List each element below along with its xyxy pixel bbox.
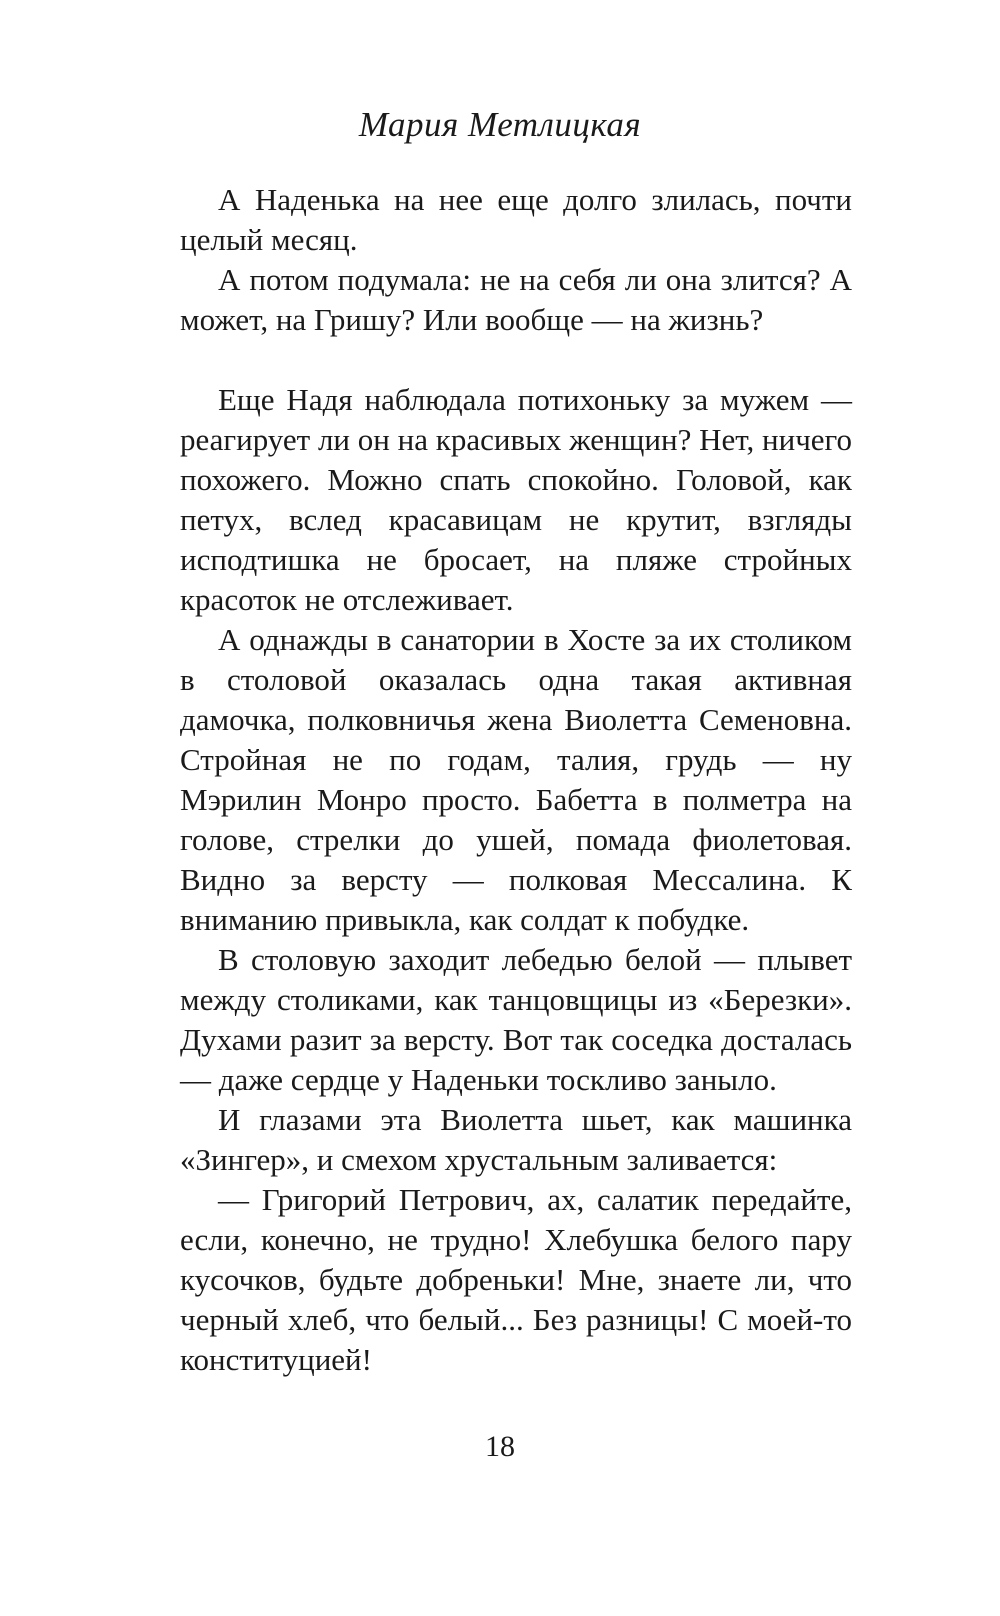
body-text xyxy=(180,180,852,1380)
paragraph: Еще Надя наблюдала потихоньку за мужем — реагирует ли он на красивых женщин? Нет, ничего похожего. Можно спать спокойно. Головой, как петух, вслед красавицам не крутит, взгляды исподтишка не бросает, на пляже стройных красоток не отслеживает. xyxy=(180,382,852,617)
paragraph: И глазами эта Виолетта шьет, как машинка «Зингер», и смехом хрустальным заливается: xyxy=(180,1102,852,1177)
paragraph: — Григорий Петрович, ах, салатик передайте, если, конечно, не трудно! Хлебушка белого пару кусочков, будьте добреньки! Мне, знаете ли, что черный хлеб, что белый... Без разницы! С моей-то конституцией! xyxy=(180,1182,852,1377)
paragraph: А Наденька на нее еще долго злилась, почти целый месяц. xyxy=(180,182,852,257)
running-head-author: Мария Метлицкая xyxy=(358,105,642,144)
page-number: 18 xyxy=(485,1430,515,1463)
paragraph: В столовую заходит лебедью белой — плывет между столиками, как танцовщицы из «Березки». Духами разит за версту. Вот так соседка досталась — даже сердце у Наденьки тоскливо заныло. xyxy=(180,942,852,1097)
paragraph: А потом подумала: не на себя ли она злится? А может, на Гришу? Или вообще — на жизнь? xyxy=(180,262,852,337)
paragraph: А однажды в санатории в Хосте за их столиком в столовой оказалась одна такая активная дамочка, полковничья жена Виолетта Семеновна. Стройная не по годам, талия, грудь — ну Мэрилин Монро просто. Бабетта в полметра на голове, стрелки до ушей, помада фиолетовая. Видно за версту — полковая Мессалина. К вниманию привыкла, как солдат к побудке. xyxy=(180,622,852,937)
